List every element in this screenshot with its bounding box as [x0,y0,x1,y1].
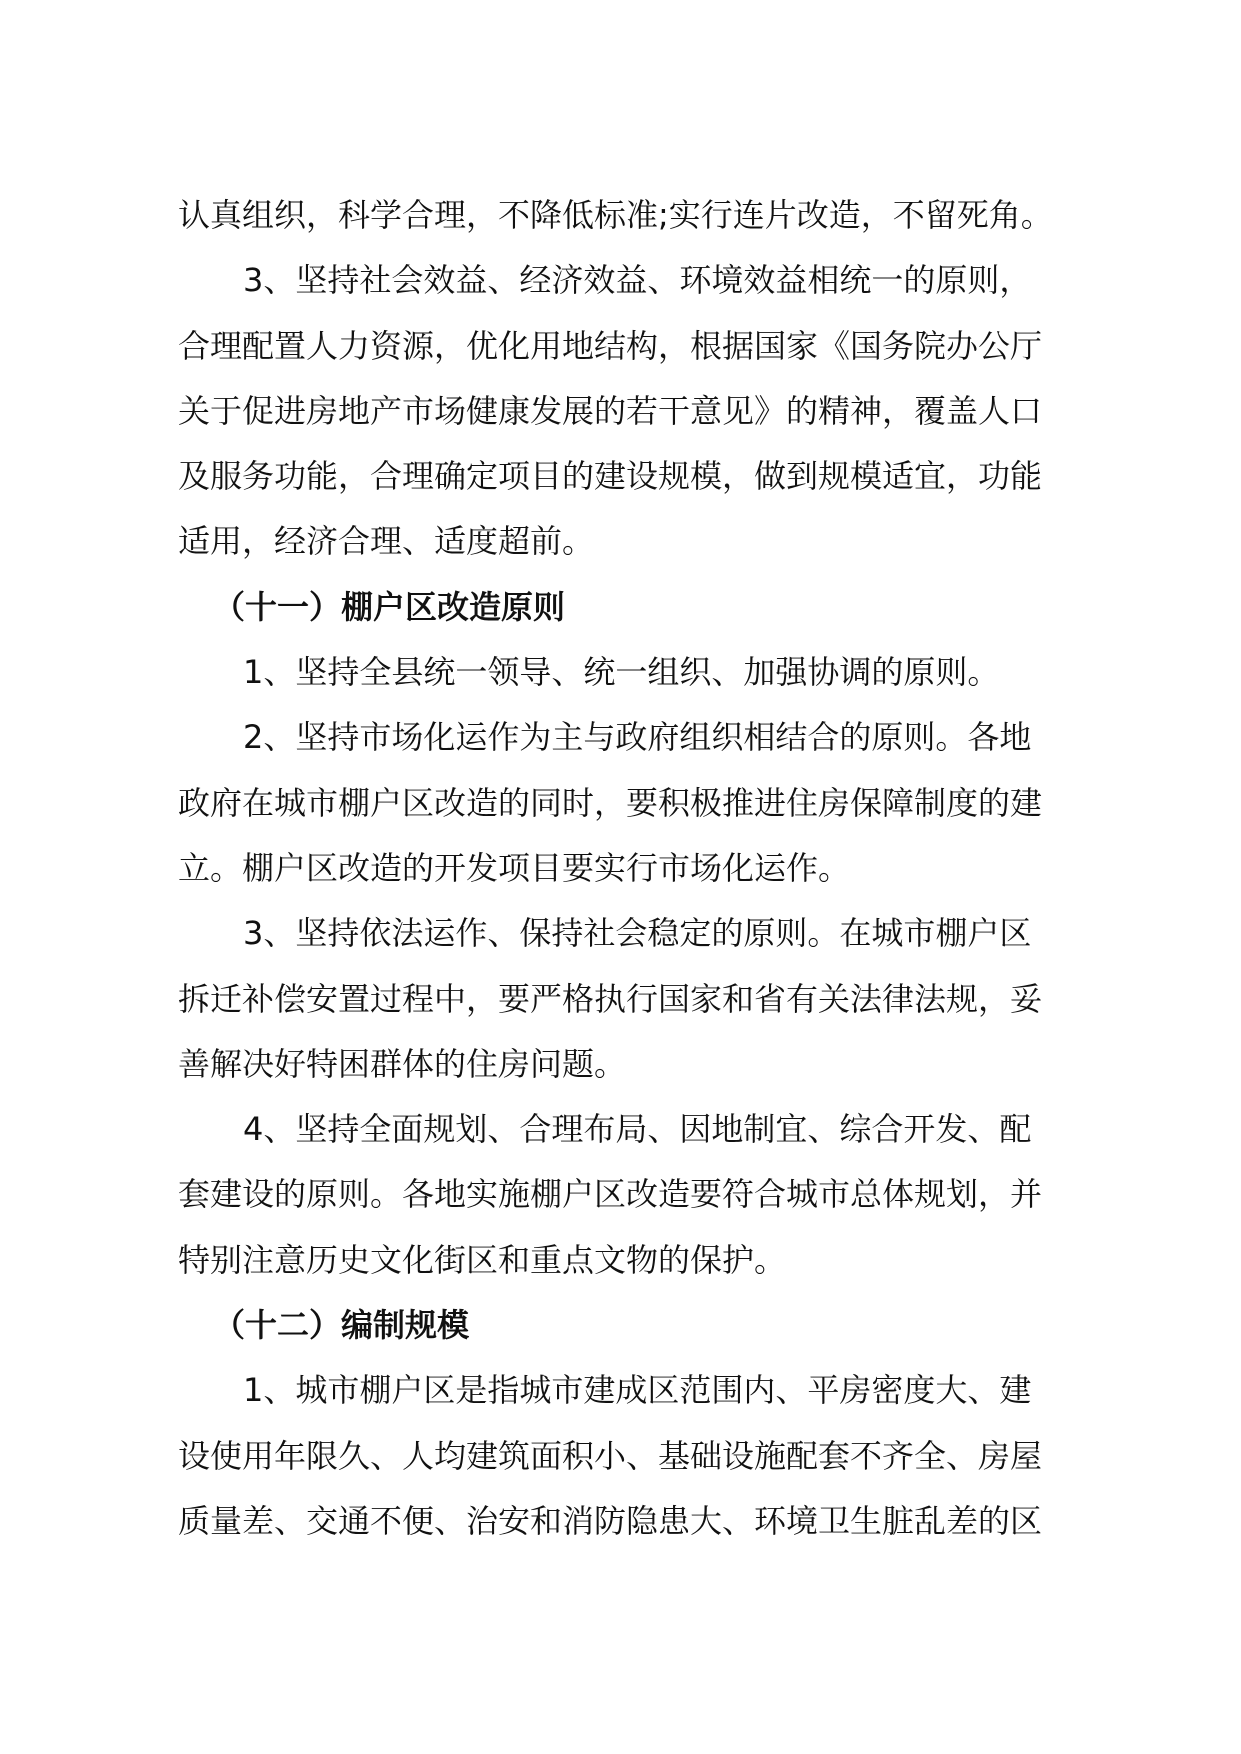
text-line: 及服务功能，合理确定项目的建设规模，做到规模适宜，功能 [178,457,1043,496]
document-body [178,183,1063,1554]
section-heading: （十一）棚户区改造原则 [213,587,566,626]
paragraph-start: 4、坚持全面规划、合理布局、因地制宜、综合开发、配 [243,1110,1032,1149]
paragraph-start: 1、城市棚户区是指城市建成区范围内、平房密度大、建 [243,1371,1032,1410]
text-line: 立。棚户区改造的开发项目要实行市场化运作。 [178,848,851,887]
text-line: 设使用年限久、人均建筑面积小、基础设施配套不齐全、房屋 [178,1436,1043,1475]
text-line: 质量差、交通不便、治安和消防隐患大、环境卫生脏乱差的区 [178,1501,1043,1540]
paragraph-start: 1、坚持全县统一领导、统一组织、加强协调的原则。 [243,653,1000,692]
text-line: 拆迁补偿安置过程中，要严格执行国家和省有关法律法规，妥 [178,979,1043,1018]
text-line: 关于促进房地产市场健康发展的若干意见》的精神，覆盖人口 [178,391,1043,430]
paragraph-start: 3、坚持依法运作、保持社会稳定的原则。在城市棚户区 [243,914,1032,953]
paragraph-start: 3、坚持社会效益、经济效益、环境效益相统一的原则， [243,261,1032,300]
text-line: 特别注意历史文化街区和重点文物的保护。 [178,1240,787,1279]
text-line: 套建设的原则。各地实施棚户区改造要符合城市总体规划，并 [178,1175,1043,1214]
text-line: 认真组织，科学合理，不降低标准;实行连片改造，不留死角。 [178,196,1053,234]
text-line: 善解决好特困群体的住房问题。 [178,1044,627,1083]
text-line: 合理配置人力资源，优化用地结构，根据国家《国务院办公厅 [178,326,1043,365]
paragraph-start: 2、坚持市场化运作为主与政府组织相结合的原则。各地 [243,718,1032,757]
text-line: 适用，经济合理、适度超前。 [178,522,595,561]
text-line: 政府在城市棚户区改造的同时，要积极推进住房保障制度的建 [178,783,1043,822]
section-heading: （十二）编制规模 [213,1306,470,1345]
